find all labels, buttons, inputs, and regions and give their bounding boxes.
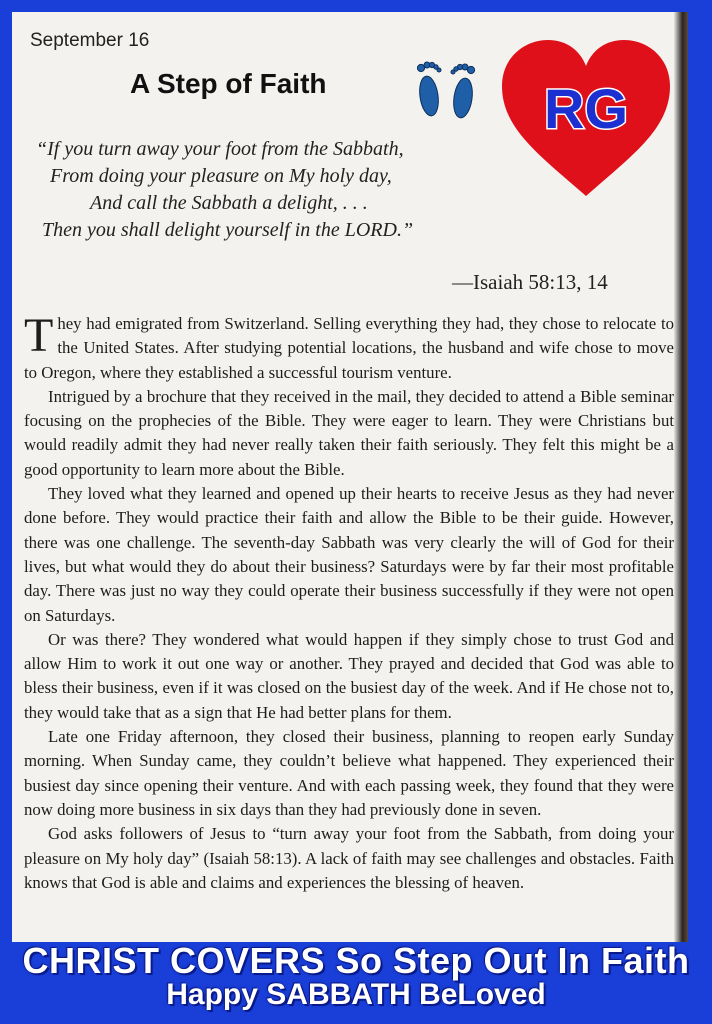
paragraph: Late one Friday afternoon, they closed their business, planning to reopen early Sunday morning. When Sunday came, they couldn’t believe what happened. They experienced their busiest day since opening their venture. And with each passing week, they found that they were now doing more business in six days than they had previously done in seven. — [24, 727, 674, 819]
paragraph: Or was there? They wondered what would happen if they simply chose to trust God and allow Him to work it out one way or another. They prayed and decided that God was able to bless their business, even if it was closed on the busiest day of the week. And if He chose not to, they would take that as a sign that He had better plans for them. — [24, 629, 674, 722]
paragraph-text: hey had emigrated from Switzerland. Selling everything they had, they chose to relocate to the United States. After studying potential locations, the husband and wife chose to move to Oregon, where they established a successful tourism venture. — [24, 314, 674, 382]
paragraph: Intrigued by a brochure that they received in the mail, they decided to attend a Bible seminar focusing on the prophecies of the Bible. They were eager to learn. They were Christians but would readily admit they had never really taken their faith seriously. They felt this might be a good opportunity to learn more about the Bible. — [24, 386, 674, 479]
quote-line: From doing your pleasure on My holy day, — [50, 165, 392, 187]
paragraph — [24, 309, 674, 385]
banner-subline: Happy SABBATH BeLoved — [166, 978, 546, 1011]
devotional-title: A Step of Faith — [130, 68, 327, 99]
page-edge — [674, 12, 688, 942]
quote-line: “If you turn away your foot from the Sabbath, — [36, 138, 404, 160]
heart-logo — [498, 36, 674, 204]
quote-line: Then you shall delight yourself in the LORD.” — [42, 219, 414, 241]
book-page — [12, 12, 688, 942]
devotional-body — [24, 309, 674, 895]
devotional-date: September 16 — [30, 30, 150, 51]
scripture-reference: —Isaiah 58:13, 14 — [452, 270, 608, 294]
scripture-quote — [36, 136, 506, 244]
footprints-icon — [407, 54, 487, 126]
paragraph: They loved what they learned and opened up their hearts to receive Jesus as they had never done before. They would practice their faith and allow the Bible to be their guide. However, there was one challenge. The seventh-day Sabbath was very clearly the will of God for their lives, but what would they do about their business? Saturdays were by far their most profitable day. There was just no way they could operate their business successfully if they were not open on Saturdays. — [24, 484, 674, 625]
rg-logo-text: RG — [544, 77, 628, 140]
quote-line: And call the Sabbath a delight, . . . — [90, 192, 368, 214]
banner-headline: CHRIST COVERS So Step Out In Faith — [22, 940, 690, 981]
drop-cap: T — [24, 309, 54, 362]
paragraph: God asks followers of Jesus to “turn away your foot from the Sabbath, from doing your pleasure on My holy day” (Isaiah 58:13). A lack of faith may see challenges and obstacles. Faith knows that God is able and claims and experiences the blessing of heaven. — [24, 824, 674, 892]
